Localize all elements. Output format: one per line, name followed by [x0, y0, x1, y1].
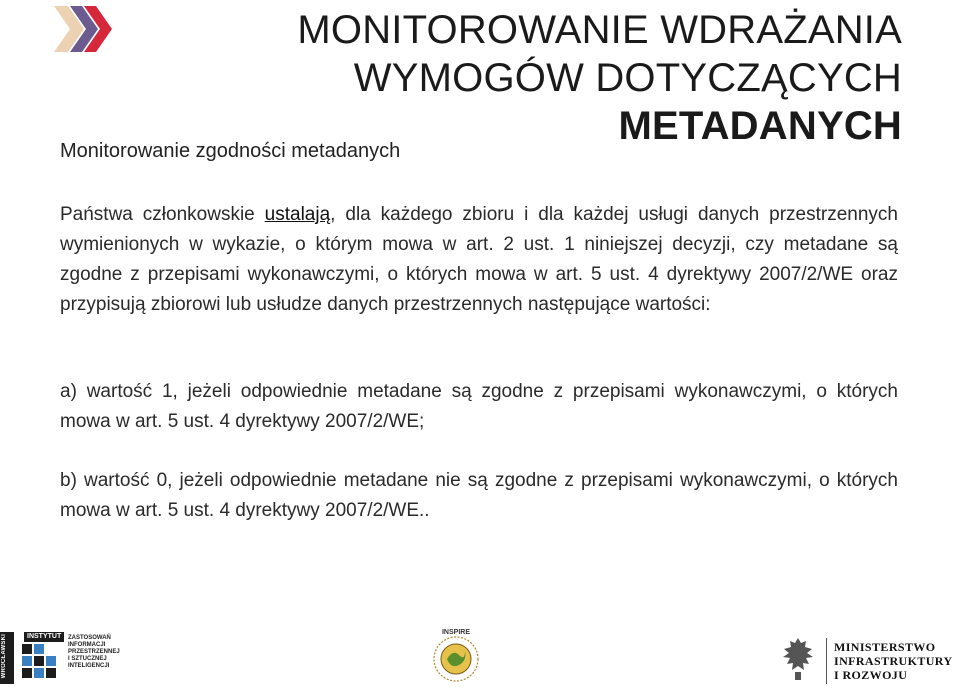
ipi-side-bar — [0, 632, 14, 684]
ipi-name-line: INTELIGENCJI — [68, 663, 110, 669]
title-line-2: WYMOGÓW DOTYCZĄCYCH — [353, 56, 902, 100]
paragraph-intro — [60, 200, 898, 320]
subtitle: Monitorowanie zgodności metadanych — [60, 140, 401, 162]
inspire-logo-icon — [425, 625, 487, 687]
ipi-name-line: PRZESTRZENNEJ — [68, 649, 120, 655]
paragraph-value-1: a) wartość 1, jeżeli odpowiednie metadane są zgodne z przepisami wykonawczymi, o których mowa w art. 5 ust. 4 dyrektywy 2007/2/WE; — [60, 381, 898, 432]
underlined-word: ustalają — [264, 204, 331, 225]
title-line-1: MONITOROWANIE WDRAŻANIA — [297, 8, 902, 52]
ipi-name-line: I SZTUCZNEJ — [68, 656, 107, 662]
title-line-3: METADANYCH — [618, 104, 902, 148]
ministry-line: INFRASTRUKTURY — [834, 654, 953, 668]
logo-arrows-icon — [52, 4, 114, 54]
ipi-institute-label: INSTYTUT — [24, 632, 64, 642]
ministry-line: I ROZWOJU — [834, 668, 908, 682]
inspire-label: INSPIRE — [441, 629, 471, 636]
ipi-name-line: INFORMACJI — [68, 642, 106, 648]
page-title — [297, 6, 902, 150]
ipi-side-text: WROCŁAWSKI — [1, 634, 7, 679]
paragraph-intro-rest: , dla każdego zbioru i dla każdej usługi danych przestrzennych wymienionych w wykazie, o którym mowa w art. 2 ust. 1 niniejszej decyzji, czy metadane są zgodne z przepisami wykonawczymi, o których mowa w art. 5 ust. 4 dyrektywy 2007/2/WE oraz przypisują zbiorowi lub usłudze danych przestrzennych następujące wartości: — [60, 204, 898, 315]
ministry-line: MINISTERSTWO — [834, 640, 936, 654]
ipi-name-line: ZASTOSOWAŃ — [68, 635, 111, 641]
ministry-name — [834, 640, 953, 682]
ipi-name — [68, 635, 120, 670]
ministry-divider — [826, 638, 827, 684]
polish-eagle-icon — [775, 634, 821, 684]
paragraph-intro-prefix: Państwa członkowskie — [60, 204, 265, 225]
paragraph-value-0: b) wartość 0, jeżeli odpowiednie metadane nie są zgodne z przepisami wykonawczymi, o których mowa w art. 5 ust. 4 dyrektywy 2007/2/WE.. — [60, 470, 898, 521]
